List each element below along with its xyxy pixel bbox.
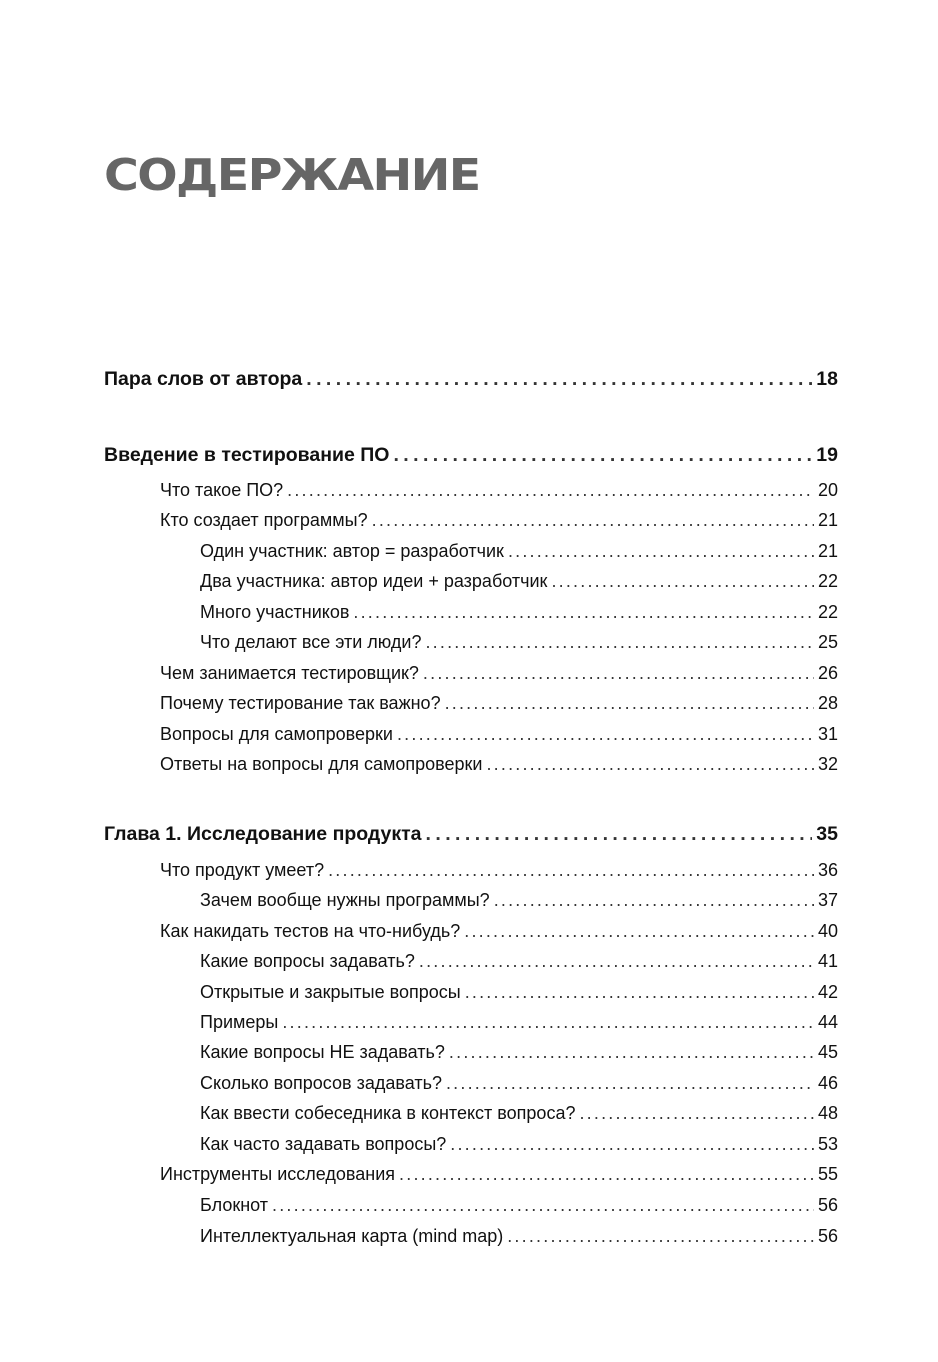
toc-entry-label: Что продукт умеет? — [160, 860, 325, 880]
toc-entry[interactable] — [160, 1164, 838, 1194]
toc-entry-label: Введение в тестирование ПО — [104, 444, 390, 466]
dot-leader — [397, 724, 814, 745]
dot-leader — [287, 480, 814, 501]
toc-entry-page-number: 26 — [817, 663, 838, 683]
toc-entry-page-number: 41 — [817, 951, 838, 971]
toc-entry-chapter-1[interactable] — [104, 823, 838, 853]
dot-leader — [282, 1012, 814, 1033]
toc-entry[interactable] — [160, 663, 838, 693]
toc-entry-page-number: 21 — [817, 541, 838, 561]
toc-entry-page-number: 28 — [817, 693, 838, 713]
dot-leader — [494, 890, 814, 911]
toc-entry-page-number: 37 — [817, 890, 838, 910]
dot-leader — [425, 632, 814, 653]
toc-entry[interactable] — [200, 571, 838, 601]
toc-entry[interactable] — [200, 541, 838, 571]
toc-entry[interactable] — [160, 693, 838, 723]
dot-leader — [450, 1134, 814, 1155]
toc-entry-label: Открытые и закрытые вопросы — [200, 982, 461, 1002]
toc-entry[interactable] — [160, 860, 838, 890]
toc-entry-label: Почему тестирование так важно? — [160, 693, 441, 713]
toc-entry[interactable] — [200, 1042, 838, 1072]
toc-entry-label: Один участник: автор = разработчик — [200, 541, 504, 561]
toc-entry-label: Инструменты исследования — [160, 1164, 396, 1184]
toc-entry[interactable] — [200, 951, 838, 981]
dot-leader — [272, 1195, 814, 1216]
toc-entry-page-number: 22 — [817, 571, 838, 591]
toc-entry-author-foreword[interactable] — [104, 368, 838, 398]
toc-entry[interactable] — [200, 1103, 838, 1133]
toc-entry-label: Что такое ПО? — [160, 480, 284, 500]
toc-entry[interactable] — [160, 724, 838, 754]
toc-entry-page-number: 19 — [816, 444, 838, 466]
dot-leader — [449, 1042, 814, 1063]
toc-entry-page-number: 25 — [817, 632, 838, 652]
toc-entry[interactable] — [160, 921, 838, 951]
toc-entry-label: Как накидать тестов на что-нибудь? — [160, 921, 461, 941]
dot-leader — [419, 951, 814, 972]
dot-leader — [399, 1164, 814, 1185]
dot-leader — [464, 921, 814, 942]
toc-entry-label: Что делают все эти люди? — [200, 632, 422, 652]
toc-entry-label: Как часто задавать вопросы? — [200, 1134, 447, 1154]
toc-entry-label: Пара слов от автора — [104, 368, 303, 390]
toc-entry[interactable] — [200, 982, 838, 1012]
toc-entry-page-number: 56 — [817, 1195, 838, 1215]
toc-entry-label: Сколько вопросов задавать? — [200, 1073, 442, 1093]
toc-entry[interactable] — [160, 510, 838, 540]
toc-entry-label: Ответы на вопросы для самопроверки — [160, 754, 483, 774]
toc-entry-page-number: 31 — [817, 724, 838, 744]
toc-entry-label: Зачем вообще нужны программы? — [200, 890, 490, 910]
toc-entry-page-number: 18 — [816, 368, 838, 390]
dot-leader — [579, 1103, 814, 1124]
toc-entry-page-number: 35 — [816, 823, 838, 845]
dot-leader — [446, 1073, 814, 1094]
dot-leader — [393, 444, 812, 467]
toc-entry-page-number: 36 — [817, 860, 838, 880]
toc-entry[interactable] — [200, 1134, 838, 1164]
toc-entry-page-number: 55 — [817, 1164, 838, 1184]
toc-entry-page-number: 48 — [817, 1103, 838, 1123]
toc-entry[interactable] — [200, 1012, 838, 1042]
toc-entry-page-number: 56 — [817, 1226, 838, 1246]
toc-entry-page-number: 44 — [817, 1012, 838, 1032]
toc-entry-label: Как ввести собеседника в контекст вопроса? — [200, 1103, 576, 1123]
toc-entry-page-number: 53 — [817, 1134, 838, 1154]
dot-leader — [507, 1226, 814, 1247]
toc-entry-label: Интеллектуальная карта (mind map) — [200, 1226, 504, 1246]
toc-entry-label: Много участников — [200, 602, 350, 622]
toc-entry-label: Какие вопросы НЕ задавать? — [200, 1042, 445, 1062]
toc-entry-label: Два участника: автор идеи + разработчик — [200, 571, 548, 591]
dot-leader — [551, 571, 814, 592]
dot-leader — [426, 823, 813, 846]
toc-entry-label: Вопросы для самопроверки — [160, 724, 393, 744]
toc-entry[interactable] — [160, 754, 838, 784]
dot-leader — [508, 541, 814, 562]
toc-entry-label: Блокнот — [200, 1195, 269, 1215]
dot-leader — [445, 693, 814, 714]
page-title: СОДЕРЖАНИЕ — [104, 150, 480, 201]
toc-entry[interactable] — [200, 890, 838, 920]
toc-entry-page-number: 42 — [817, 982, 838, 1002]
toc-entry-page-number: 45 — [817, 1042, 838, 1062]
toc-entry-intro[interactable] — [104, 444, 838, 474]
dot-leader — [465, 982, 814, 1003]
dot-leader — [486, 754, 814, 775]
toc-entry[interactable] — [160, 480, 838, 510]
toc-entry-page-number: 32 — [817, 754, 838, 774]
toc-entry[interactable] — [200, 1073, 838, 1103]
dot-leader — [328, 860, 814, 881]
toc-entry-label: Какие вопросы задавать? — [200, 951, 415, 971]
dot-leader — [306, 368, 812, 391]
toc-entry-page-number: 22 — [817, 602, 838, 622]
toc-entry-page-number: 46 — [817, 1073, 838, 1093]
dot-leader — [423, 663, 814, 684]
toc-entry[interactable] — [200, 602, 838, 632]
toc-entry-page-number: 40 — [817, 921, 838, 941]
toc-entry-label: Примеры — [200, 1012, 279, 1032]
toc-entry-page-number: 20 — [817, 480, 838, 500]
toc-entry[interactable] — [200, 632, 838, 662]
toc-entry-page-number: 21 — [817, 510, 838, 530]
toc-entry-label: Глава 1. Исследование продукта — [104, 823, 422, 845]
toc-entry-label: Чем занимается тестировщик? — [160, 663, 419, 683]
dot-leader — [372, 510, 814, 531]
toc-entry[interactable] — [200, 1195, 838, 1225]
dot-leader — [353, 602, 814, 623]
toc-entry-label: Кто создает программы? — [160, 510, 368, 530]
toc-entry[interactable] — [200, 1226, 838, 1256]
